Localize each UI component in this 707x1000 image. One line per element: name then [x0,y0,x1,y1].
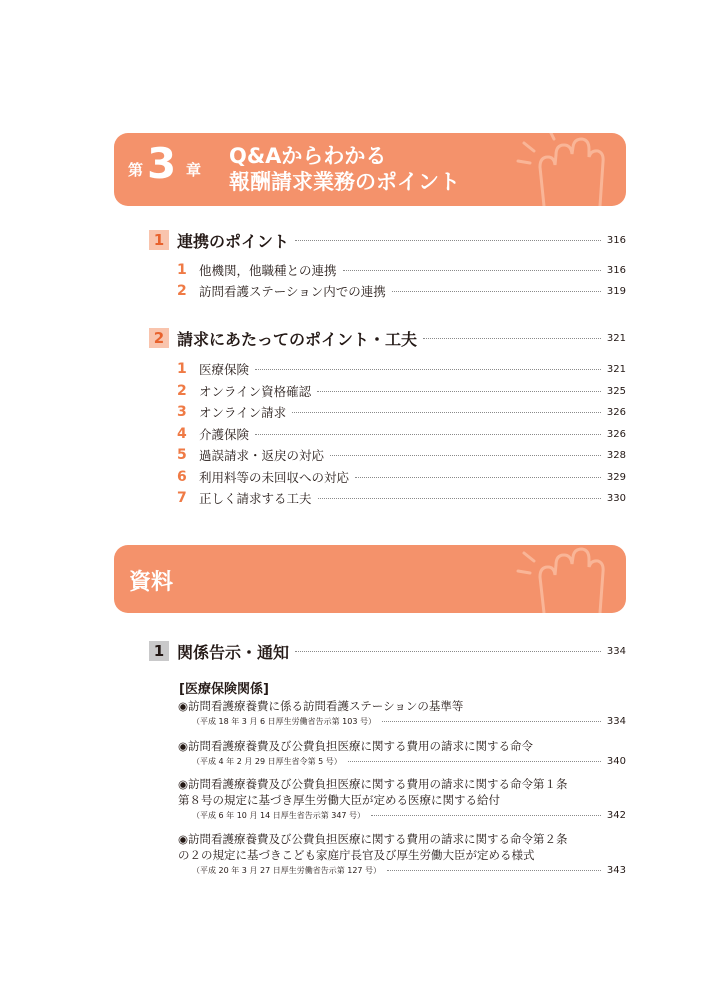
entry-citation: （平成 20 年 3 月 27 日厚生労働省告示第 127 号） [192,865,382,875]
toc-item[interactable] [177,468,626,486]
dot-leader [292,412,601,413]
dot-leader [255,369,601,370]
appendix-title: 資料 [129,570,174,595]
page-number: 316 [606,234,626,246]
chapter-prefix: 第 [128,161,144,179]
dot-leader [318,498,601,499]
document-entry[interactable] [178,776,626,822]
dot-leader [295,651,601,652]
item-title: 医療保険 [199,362,250,377]
section-number-badge: 1 [149,230,169,250]
toc-section[interactable] [149,229,626,251]
item-title: オンライン請求 [199,405,287,420]
section-title: 請求にあたってのポイント・工夫 [177,329,418,349]
page-number: 328 [606,449,626,461]
page-number: 316 [606,264,626,276]
page-number: 343 [606,864,626,876]
chapter-3-banner [114,133,626,206]
item-number: 3 [177,404,187,420]
dot-leader [295,240,601,241]
section-number-badge: 1 [149,641,169,661]
toc-item[interactable] [177,489,626,507]
entry-title: ◉訪問看護療養費に係る訪問看護ステーションの基準等 [178,699,464,713]
page-number: 321 [606,363,626,375]
item-title: 他機関，他職種との連携 [199,263,337,278]
item-number: 6 [177,469,187,485]
page-number: 326 [606,428,626,440]
entry-title: ◉訪問看護療養費及び公費負担医療に関する費用の請求に関する命令第１条 第８号の規定に基づき厚生労働大臣が定める医療に関する給付 [178,777,568,807]
toc-item[interactable] [177,360,626,378]
page-number: 334 [606,715,626,727]
dot-leader [348,761,601,762]
toc-section[interactable] [149,640,626,662]
toc-section[interactable] [149,327,626,349]
dot-leader [355,477,601,478]
section-title: 連携のポイント [177,231,290,251]
item-number: 5 [177,447,187,463]
dot-leader [330,455,601,456]
entry-citation: （平成 6 年 10 月 14 日厚生省告示第 347 号） [192,810,366,820]
page-number: 321 [606,332,626,344]
hand-wave-icon [496,133,626,206]
dot-leader [423,338,601,339]
entry-title: ◉訪問看護療養費及び公費負担医療に関する費用の請求に関する命令第２条 の２の規定に基づきこども家庭庁長官及び厚生労働大臣が定める様式 [178,832,568,862]
dot-leader [371,815,601,816]
item-number: 2 [177,383,187,399]
dot-leader [343,270,601,271]
chapter-suffix: 章 [186,161,202,179]
section-number-badge: 2 [149,328,169,348]
dot-leader [382,721,601,722]
dot-leader [255,434,601,435]
toc-item[interactable] [177,282,626,300]
item-title: 介護保険 [199,427,250,442]
page-number: 319 [606,285,626,297]
item-number: 4 [177,426,187,442]
dot-leader [317,391,601,392]
section-title: 関係告示・通知 [177,642,290,662]
toc-item[interactable] [177,403,626,421]
toc-item[interactable] [177,382,626,400]
item-title: オンライン資格確認 [199,384,312,399]
item-number: 1 [177,361,187,377]
page-number: 329 [606,471,626,483]
item-title: 利用料等の未回収への対応 [199,470,350,485]
document-entry[interactable] [178,698,626,728]
entry-citation: （平成 4 年 2 月 29 日厚生省令第 5 号） [192,756,342,766]
item-number: 2 [177,283,187,299]
page-number: 326 [606,406,626,418]
dot-leader [387,870,601,871]
entry-title: ◉訪問看護療養費及び公費負担医療に関する費用の請求に関する命令 [178,739,534,753]
hand-wave-icon [496,545,626,613]
toc-item[interactable] [177,425,626,443]
chapter-title: Q&Aからわかる 報酬請求業務のポイント [229,144,460,194]
toc-item[interactable] [177,446,626,464]
item-title: 正しく請求する工夫 [199,491,312,506]
toc-item[interactable] [177,261,626,279]
item-number: 1 [177,262,187,278]
entry-citation: （平成 18 年 3 月 6 日厚生労働省告示第 103 号） [192,716,376,726]
appendix-banner [114,545,626,613]
item-number: 7 [177,490,187,506]
page-number: 334 [606,645,626,657]
subsection-heading: [医療保険関係] [179,682,269,697]
document-entry[interactable] [178,738,626,768]
item-title: 訪問看護ステーション内での連携 [199,284,386,299]
chapter-number: 3 [147,139,177,188]
dot-leader [392,291,601,292]
page-number: 330 [606,492,626,504]
page-number: 325 [606,385,626,397]
item-title: 過誤請求・返戻の対応 [199,448,325,463]
page-number: 340 [606,755,626,767]
page-number: 342 [606,809,626,821]
document-entry[interactable] [178,831,626,877]
